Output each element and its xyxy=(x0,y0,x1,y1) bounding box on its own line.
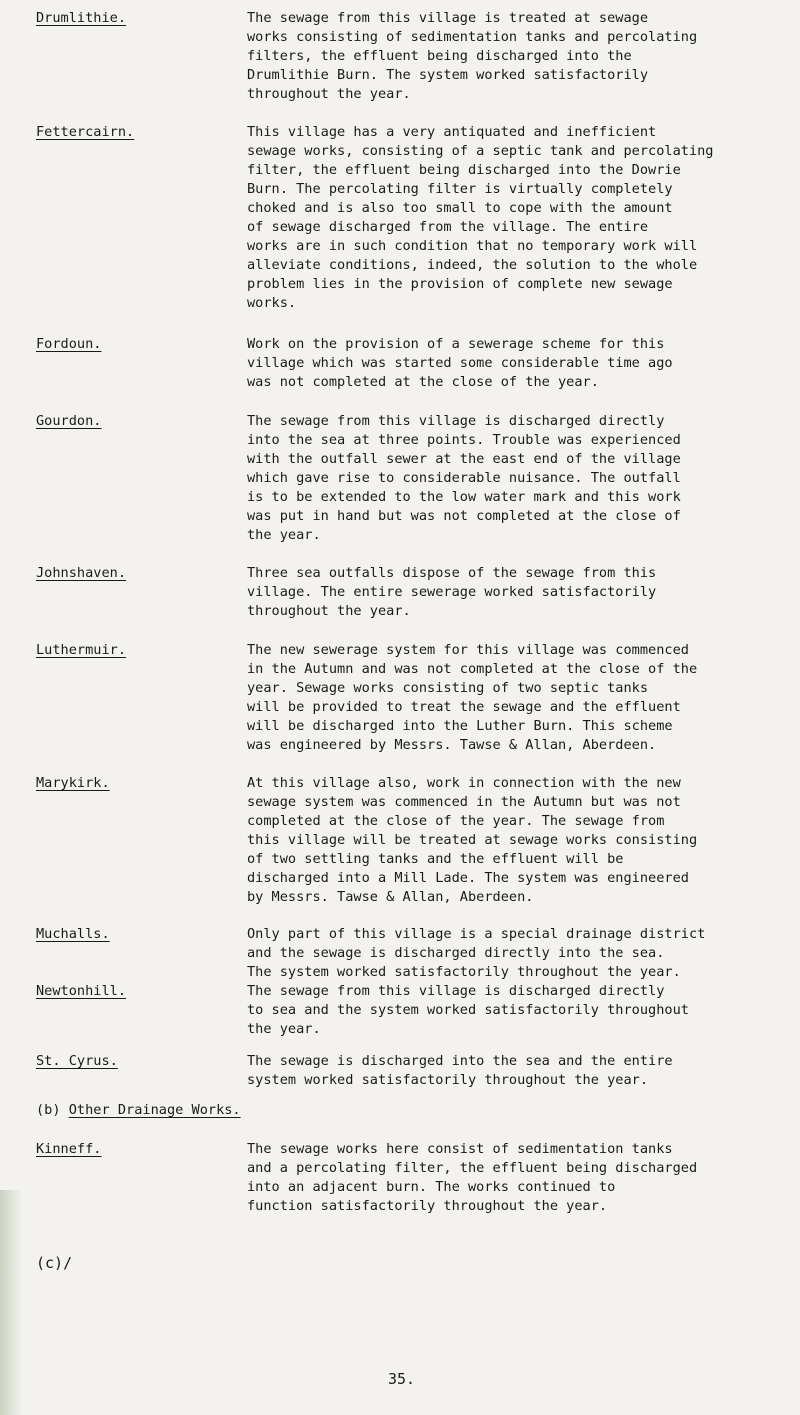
text-line: alleviate conditions, indeed, the solution to the whole xyxy=(247,257,698,273)
continuation-marker: (c)/ xyxy=(36,1254,73,1272)
text-line: will be provided to treat the sewage and the effluent xyxy=(247,699,681,715)
text-line: The system worked satisfactorily throughout the year. xyxy=(247,964,681,980)
text-line: and a percolating filter, the effluent being discharged xyxy=(247,1160,698,1176)
text-line: into an adjacent burn. The works continued to xyxy=(247,1179,616,1195)
entry-text xyxy=(247,982,787,1039)
place-name: Drumlithie. xyxy=(36,10,127,26)
entry-text xyxy=(247,335,787,392)
text-line: function satisfactorily throughout the year. xyxy=(247,1198,608,1214)
entry-text xyxy=(247,774,787,907)
text-line: with the outfall sewer at the east end of the village xyxy=(247,451,681,467)
entry-text xyxy=(247,641,787,755)
text-line: by Messrs. Tawse & Allan, Aberdeen. xyxy=(247,889,534,905)
text-line: The sewage from this village is treated at sewage xyxy=(247,10,649,26)
place-name: Kinneff. xyxy=(36,1141,102,1157)
text-line: The sewage is discharged into the sea and the entire xyxy=(247,1053,673,1069)
text-line: works are in such condition that no temporary work will xyxy=(247,238,698,254)
entry-text xyxy=(247,564,787,621)
text-line: The new sewerage system for this village was commenced xyxy=(247,642,689,658)
section-heading-other-drainage xyxy=(36,1101,241,1119)
text-line: village which was started some considerable time ago xyxy=(247,355,673,371)
place-name: Johnshaven. xyxy=(36,565,127,581)
text-line: system worked satisfactorily throughout the year. xyxy=(247,1072,649,1088)
text-line: Work on the provision of a sewerage scheme for this xyxy=(247,336,665,352)
text-line: Three sea outfalls dispose of the sewage from this xyxy=(247,565,657,581)
text-line: Only part of this village is a special drainage district xyxy=(247,926,706,942)
text-line: This village has a very antiquated and inefficient xyxy=(247,124,657,140)
text-line: completed at the close of the year. The sewage from xyxy=(247,813,665,829)
text-line: throughout the year. xyxy=(247,603,411,619)
page-number: 35. xyxy=(388,1370,416,1388)
place-name: Fettercairn. xyxy=(36,124,135,140)
entry-text xyxy=(247,925,787,982)
text-line: works. xyxy=(247,295,297,311)
text-line: choked and is also too small to cope with the amount xyxy=(247,200,673,216)
text-line: works consisting of sedimentation tanks and percolating xyxy=(247,29,698,45)
text-line: in the Autumn and was not completed at the close of the xyxy=(247,661,698,677)
text-line: to sea and the system worked satisfactorily throughout xyxy=(247,1002,689,1018)
text-line: problem lies in the provision of complete new sewage xyxy=(247,276,673,292)
text-line: the year. xyxy=(247,527,321,543)
section-prefix: (b) xyxy=(36,1102,69,1118)
text-line: filters, the effluent being discharged into the xyxy=(247,48,632,64)
entry-text xyxy=(247,123,787,313)
text-line: The sewage from this village is discharged directly xyxy=(247,413,665,429)
text-line: and the sewage is discharged directly into the sea. xyxy=(247,945,665,961)
section-title: Other Drainage Works. xyxy=(68,1102,241,1118)
text-line: At this village also, work in connection with the new xyxy=(247,775,681,791)
entry-text xyxy=(247,1052,787,1090)
text-line: throughout the year. xyxy=(247,86,411,102)
text-line: sewage system was commenced in the Autumn but was not xyxy=(247,794,681,810)
text-line: was put in hand but was not completed at the close of xyxy=(247,508,681,524)
text-line: Drumlithie Burn. The system worked satisfactorily xyxy=(247,67,649,83)
place-name: St. Cyrus. xyxy=(36,1053,118,1069)
text-line: The sewage works here consist of sedimentation tanks xyxy=(247,1141,673,1157)
place-name: Muchalls. xyxy=(36,926,110,942)
text-line: the year. xyxy=(247,1021,321,1037)
text-line: Burn. The percolating filter is virtually completely xyxy=(247,181,673,197)
text-line: of sewage discharged from the village. The entire xyxy=(247,219,649,235)
entry-text xyxy=(247,9,787,104)
entry-text xyxy=(247,412,787,545)
text-line: was not completed at the close of the year. xyxy=(247,374,599,390)
text-line: discharged into a Mill Lade. The system was engineered xyxy=(247,870,689,886)
text-line: is to be extended to the low water mark and this work xyxy=(247,489,681,505)
text-line: sewage works, consisting of a septic tank and percolating xyxy=(247,143,714,159)
text-line: this village will be treated at sewage works consisting xyxy=(247,832,698,848)
text-line: village. The entire sewerage worked satisfactorily xyxy=(247,584,657,600)
text-line: which gave rise to considerable nuisance. The outfall xyxy=(247,470,681,486)
text-line: filter, the effluent being discharged into the Dowrie xyxy=(247,162,681,178)
text-line: was engineered by Messrs. Tawse & Allan, Aberdeen. xyxy=(247,737,657,753)
place-name: Newtonhill. xyxy=(36,983,127,999)
text-line: year. Sewage works consisting of two septic tanks xyxy=(247,680,649,696)
place-name: Luthermuir. xyxy=(36,642,127,658)
text-line: The sewage from this village is discharged directly xyxy=(247,983,665,999)
place-name: Fordoun. xyxy=(36,336,102,352)
text-line: into the sea at three points. Trouble was experienced xyxy=(247,432,681,448)
page-edge-shadow xyxy=(0,1190,22,1415)
entry-text xyxy=(247,1140,787,1216)
text-line: of two settling tanks and the effluent will be xyxy=(247,851,624,867)
place-name: Marykirk. xyxy=(36,775,110,791)
place-name: Gourdon. xyxy=(36,413,102,429)
text-line: will be discharged into the Luther Burn. This scheme xyxy=(247,718,673,734)
